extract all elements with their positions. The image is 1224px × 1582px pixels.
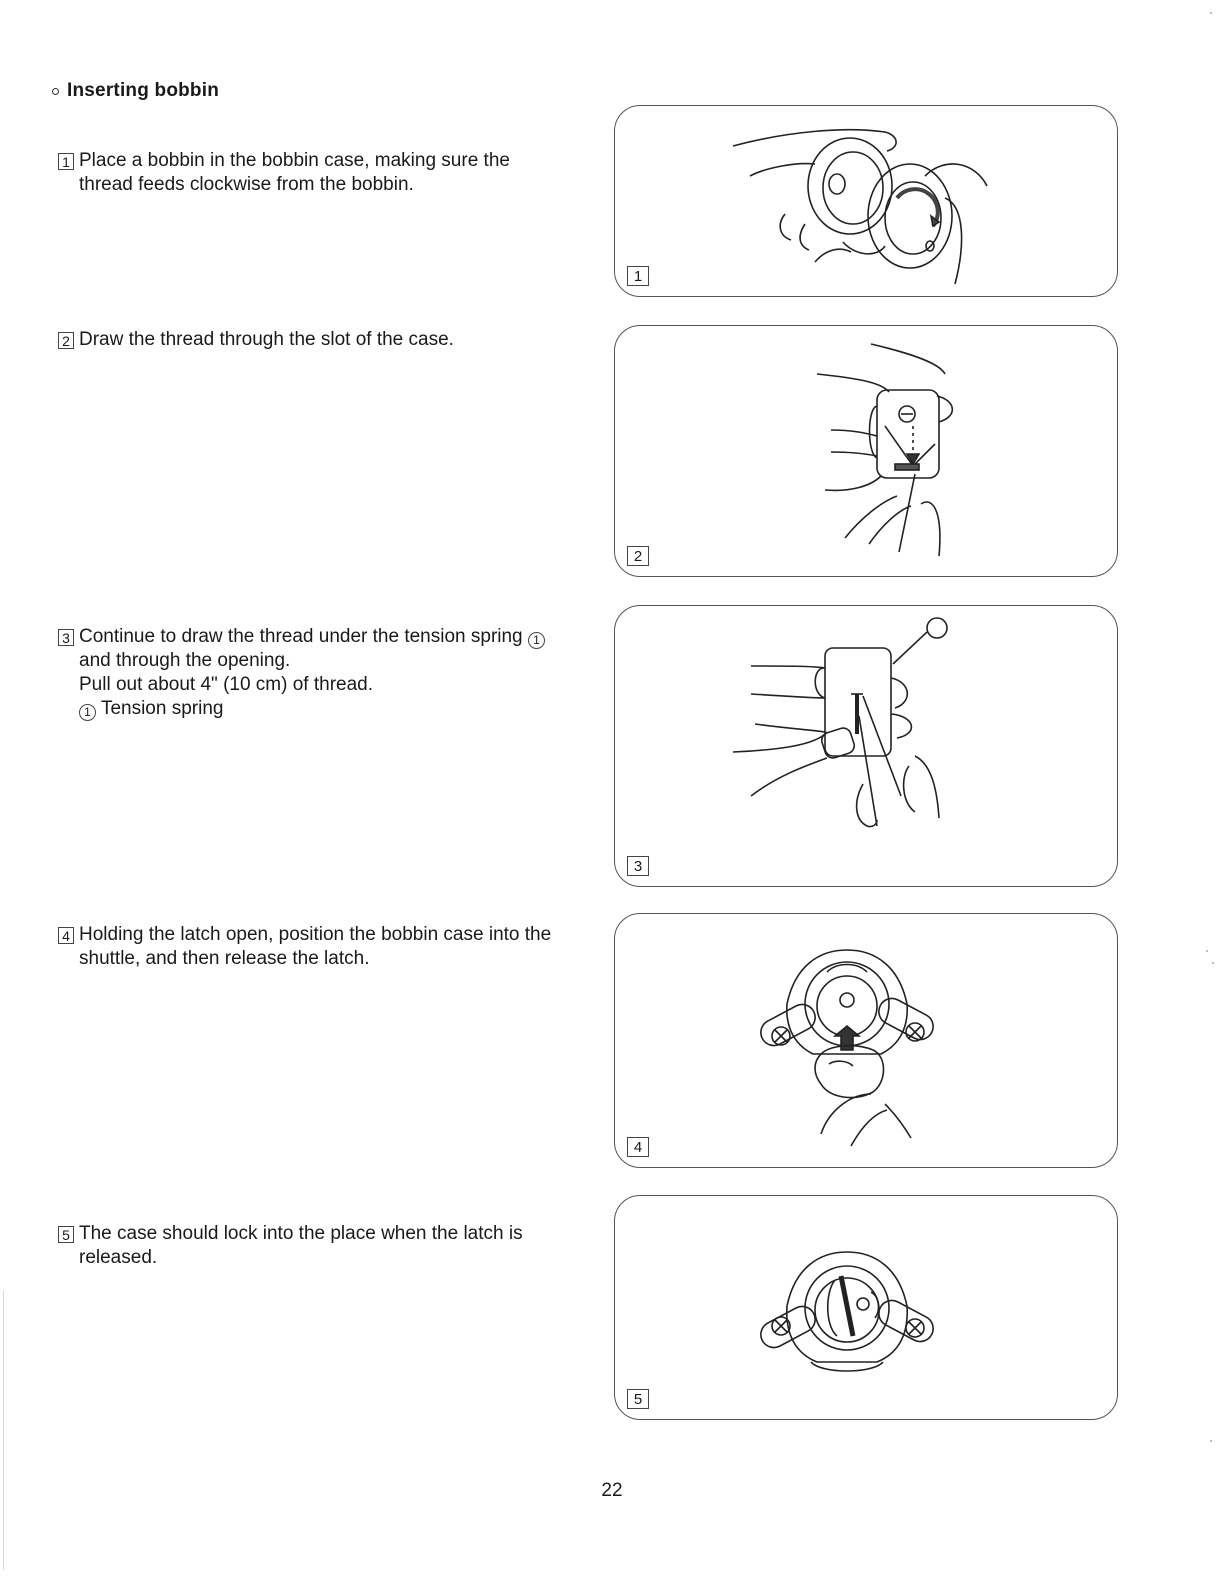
callout-number: 1 (528, 632, 545, 649)
figure-label: 5 (627, 1389, 649, 1409)
figure-3 (614, 605, 1118, 887)
step-text: The case should lock into the place when the latch is (79, 1223, 523, 1244)
step-text: Holding the latch open, position the bobbin case into the (79, 924, 552, 945)
step-text: and through the opening. (79, 650, 291, 671)
step-number: 1 (58, 153, 74, 170)
step-1 (58, 149, 578, 197)
step-number: 4 (58, 927, 74, 944)
step-text: Continue to draw the thread under the tension spring (79, 626, 523, 647)
figure-4 (614, 913, 1118, 1168)
step-text: Place a bobbin in the bobbin case, making sure the (79, 150, 510, 171)
bobbin-case-into-shuttle-illustration (615, 914, 1119, 1169)
step-text: shuttle, and then release the latch. (79, 948, 370, 969)
figure-label: 3 (627, 856, 649, 876)
step-number: 5 (58, 1226, 74, 1243)
step-text: thread feeds clockwise from the bobbin. (79, 174, 414, 195)
figure-2 (614, 325, 1118, 577)
step-text: released. (79, 1247, 158, 1268)
step-2 (58, 328, 578, 352)
thread-slot-illustration (615, 326, 1119, 578)
step-number: 3 (58, 629, 74, 646)
legend-text: Tension spring (100, 698, 224, 719)
step-4 (58, 923, 578, 971)
scan-speck (1212, 962, 1214, 964)
figure-label: 4 (627, 1137, 649, 1157)
figure-label: 2 (627, 546, 649, 566)
step-number: 2 (58, 332, 74, 349)
bullet-icon (52, 88, 59, 95)
scan-margin-line (3, 1290, 4, 1570)
step-text: Draw the thread through the slot of the case. (79, 329, 454, 350)
figure-label: 1 (627, 266, 649, 286)
legend (58, 697, 578, 721)
page-number: 22 (601, 1480, 623, 1501)
figure-1 (614, 105, 1118, 297)
scan-speck (1210, 1440, 1212, 1442)
legend-number: 1 (79, 704, 96, 721)
step-3 (58, 625, 578, 721)
bobbin-case-locked-illustration (615, 1196, 1119, 1421)
section-heading (52, 80, 219, 102)
figure-5 (614, 1195, 1118, 1420)
bobbin-in-case-illustration (615, 106, 1119, 298)
scan-speck (1206, 950, 1208, 952)
heading-text: Inserting bobbin (67, 80, 220, 101)
scan-speck (1210, 12, 1212, 14)
tension-spring-illustration (615, 606, 1119, 888)
step-5 (58, 1222, 578, 1270)
step-text: Pull out about 4" (10 cm) of thread. (79, 674, 374, 695)
